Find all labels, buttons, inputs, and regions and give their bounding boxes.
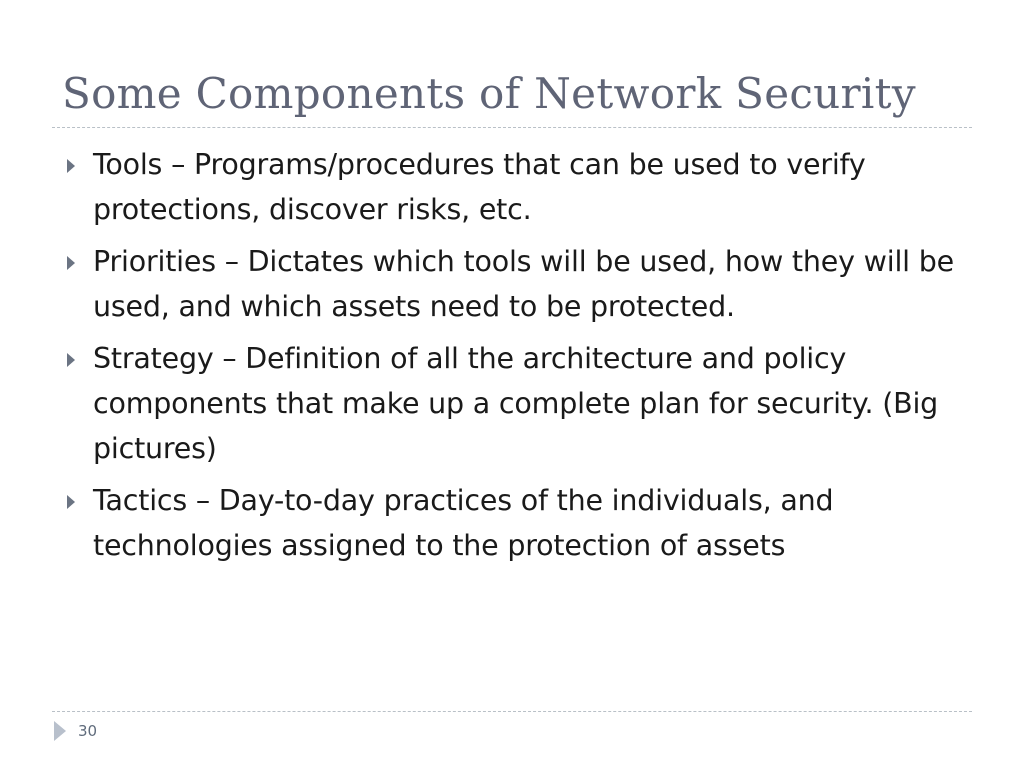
bullet-text: Strategy – Definition of all the architecture and policy components that make up a complete plan for security. (Big pictures) (93, 342, 939, 465)
triangle-right-icon (67, 159, 75, 173)
triangle-right-icon (67, 353, 75, 367)
bullet-item-priorities (60, 239, 960, 329)
bullet-text: Priorities – Dictates which tools will be used, how they will be used, and which assets need to be protected. (93, 245, 954, 323)
triangle-right-icon (67, 495, 75, 509)
slide-title: Some Components of Network Security (62, 69, 916, 118)
page-number: 30 (78, 722, 98, 740)
footer-triangle-icon (54, 721, 66, 741)
triangle-right-icon (67, 256, 75, 270)
footer-divider (52, 711, 972, 712)
title-divider (52, 127, 972, 128)
bullet-item-strategy (60, 336, 960, 471)
bullet-list (60, 142, 960, 575)
bullet-item-tools (60, 142, 960, 232)
bullet-text: Tools – Programs/procedures that can be used to verify protections, discover risks, etc. (93, 148, 866, 226)
bullet-item-tactics (60, 478, 960, 568)
bullet-text: Tactics – Day-to-day practices of the individuals, and technologies assigned to the protection of assets (93, 484, 834, 562)
